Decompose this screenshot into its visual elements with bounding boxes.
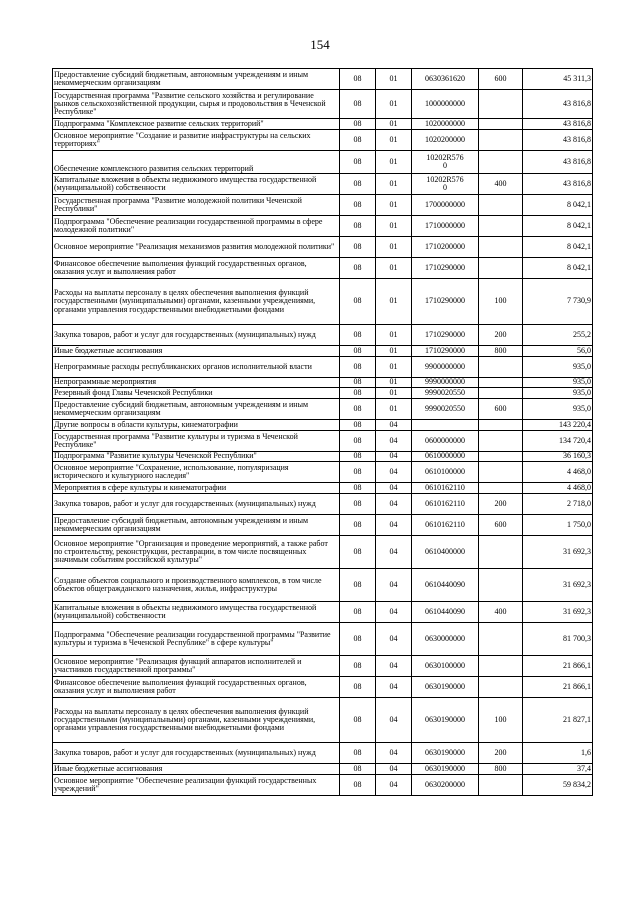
page-number: 154 (310, 37, 330, 52)
subsection-code-cell: 01 (376, 216, 412, 237)
subsection-code-cell: 04 (376, 462, 412, 483)
amount-cell: 8 042,1 (523, 258, 593, 279)
table-row (53, 602, 593, 623)
subsection-code-cell: 04 (376, 536, 412, 569)
expense-type-cell (479, 90, 523, 119)
target-article-cell: 10202R576 0 (412, 151, 479, 174)
section-code-cell: 08 (340, 483, 376, 494)
amount-cell: 4 468,0 (523, 462, 593, 483)
target-article-cell: 9990000000 (412, 378, 479, 388)
table-row (53, 775, 593, 796)
section-code-cell: 08 (340, 174, 376, 195)
section-code-cell: 08 (340, 623, 376, 656)
expense-name-cell: Расходы на выплаты персоналу в целях обеспечения выполнения функций государственными (муниципальными) органами, казенными учреждениями, органами управления государственными внебюджетными фондами (53, 279, 340, 325)
subsection-code-cell: 01 (376, 174, 412, 195)
subsection-code-cell: 04 (376, 431, 412, 452)
subsection-code-cell: 04 (376, 656, 412, 677)
expense-type-cell: 200 (479, 325, 523, 346)
subsection-code-cell: 04 (376, 677, 412, 698)
subsection-code-cell: 01 (376, 130, 412, 151)
table-row (53, 462, 593, 483)
table-row (53, 130, 593, 151)
expense-name-cell: Основное мероприятие "Обеспечение реализации функций государственных учреждений" (53, 775, 340, 796)
table-row (53, 174, 593, 195)
amount-cell: 8 042,1 (523, 216, 593, 237)
amount-cell: 935,0 (523, 378, 593, 388)
subsection-code-cell: 04 (376, 743, 412, 764)
amount-cell: 37,4 (523, 764, 593, 775)
expense-type-cell (479, 119, 523, 130)
subsection-code-cell: 01 (376, 346, 412, 357)
expense-type-cell: 600 (479, 399, 523, 420)
expense-name-cell: Государственная программа "Развитие культуры и туризма в Чеченской Республике" (53, 431, 340, 452)
subsection-code-cell: 04 (376, 569, 412, 602)
amount-cell: 31 692,3 (523, 536, 593, 569)
expense-type-cell (479, 431, 523, 452)
expense-type-cell (479, 656, 523, 677)
table-row (53, 119, 593, 130)
section-code-cell: 08 (340, 325, 376, 346)
section-code-cell: 08 (340, 743, 376, 764)
section-code-cell: 08 (340, 431, 376, 452)
amount-cell: 1 750,0 (523, 515, 593, 536)
expense-name-cell: Резервный фонд Главы Чеченской Республики (53, 388, 340, 399)
expense-name-cell: Основное мероприятие "Реализация механизмов развития молодежной политики" (53, 237, 340, 258)
expense-name-cell: Предоставление субсидий бюджетным, автономным учреждениям и иным некоммерческим организациям (53, 515, 340, 536)
target-article-cell: 0630000000 (412, 623, 479, 656)
section-code-cell: 08 (340, 279, 376, 325)
expense-type-cell (479, 623, 523, 656)
target-article-cell: 0630190000 (412, 743, 479, 764)
section-code-cell: 08 (340, 515, 376, 536)
subsection-code-cell: 01 (376, 119, 412, 130)
expense-name-cell: Финансовое обеспечение выполнения функций государственных органов, оказания услуг и выполнения работ (53, 677, 340, 698)
amount-cell: 8 042,1 (523, 237, 593, 258)
table-row (53, 195, 593, 216)
expense-name-cell: Капитальные вложения в объекты недвижимого имущества государственной (муниципальной) собственности (53, 174, 340, 195)
table-row (53, 279, 593, 325)
table-row (53, 764, 593, 775)
section-code-cell: 08 (340, 195, 376, 216)
expense-name-cell: Закупка товаров, работ и услуг для государственных (муниципальных) нужд (53, 743, 340, 764)
subsection-code-cell: 01 (376, 69, 412, 90)
expense-name-cell: Предоставление субсидий бюджетным, автономным учреждениям и иным некоммерческим организациям (53, 69, 340, 90)
section-code-cell: 08 (340, 346, 376, 357)
expense-type-cell (479, 378, 523, 388)
expense-name-cell: Основное мероприятие "Организация и проведение мероприятий, а также работ по строительству, реконструкции, реставрации, в том числе посвященных значимым событиям российской культуры" (53, 536, 340, 569)
amount-cell: 134 720,4 (523, 431, 593, 452)
amount-cell: 2 718,0 (523, 494, 593, 515)
expense-type-cell: 100 (479, 279, 523, 325)
expense-type-cell: 100 (479, 698, 523, 743)
section-code-cell: 08 (340, 569, 376, 602)
subsection-code-cell: 01 (376, 388, 412, 399)
amount-cell: 935,0 (523, 399, 593, 420)
table-row (53, 656, 593, 677)
expense-type-cell: 800 (479, 346, 523, 357)
table-row (53, 483, 593, 494)
section-code-cell: 08 (340, 69, 376, 90)
budget-table-body (53, 69, 593, 796)
amount-cell: 31 692,3 (523, 569, 593, 602)
expense-type-cell (479, 388, 523, 399)
table-row (53, 431, 593, 452)
section-code-cell: 08 (340, 151, 376, 174)
target-article-cell: 9990020550 (412, 399, 479, 420)
expense-type-cell (479, 536, 523, 569)
expense-name-cell: Предоставление субсидий бюджетным, автономным учреждениям и иным некоммерческим организациям (53, 399, 340, 420)
target-article-cell: 0630200000 (412, 775, 479, 796)
expense-type-cell: 800 (479, 764, 523, 775)
table-row (53, 90, 593, 119)
section-code-cell: 08 (340, 357, 376, 378)
section-code-cell: 08 (340, 698, 376, 743)
section-code-cell: 08 (340, 656, 376, 677)
target-article-cell: 0610100000 (412, 462, 479, 483)
expense-type-cell (479, 195, 523, 216)
section-code-cell: 08 (340, 602, 376, 623)
section-code-cell: 08 (340, 388, 376, 399)
table-row (53, 677, 593, 698)
section-code-cell: 08 (340, 420, 376, 431)
expense-type-cell (479, 151, 523, 174)
target-article-cell: 0630190000 (412, 698, 479, 743)
expense-name-cell: Подпрограмма "Обеспечение реализации государственной программы в сфере молодежной политики" (53, 216, 340, 237)
expense-name-cell: Расходы на выплаты персоналу в целях обеспечения выполнения функций государственными (муниципальными) органами, казенными учреждениями, органами управления государственными внебюджетными фондами (53, 698, 340, 743)
expense-type-cell (479, 357, 523, 378)
section-code-cell: 08 (340, 462, 376, 483)
target-article-cell: 1710290000 (412, 258, 479, 279)
subsection-code-cell: 04 (376, 452, 412, 462)
expense-name-cell: Финансовое обеспечение выполнения функций государственных органов, оказания услуг и выполнения работ (53, 258, 340, 279)
table-row (53, 258, 593, 279)
section-code-cell: 08 (340, 536, 376, 569)
section-code-cell: 08 (340, 130, 376, 151)
target-article-cell: 0610400000 (412, 536, 479, 569)
amount-cell: 43 816,8 (523, 90, 593, 119)
table-row (53, 399, 593, 420)
section-code-cell: 08 (340, 452, 376, 462)
table-row (53, 325, 593, 346)
target-article-cell: 9900000000 (412, 357, 479, 378)
target-article-cell: 0630100000 (412, 656, 479, 677)
target-article-cell: 9990020550 (412, 388, 479, 399)
target-article-cell: 1710290000 (412, 325, 479, 346)
expense-type-cell (479, 258, 523, 279)
expense-name-cell: Подпрограмма "Обеспечение реализации государственной программы "Развитие культуры и туризма в Чеченской Республике" в сфере культуры" (53, 623, 340, 656)
amount-cell: 1,6 (523, 743, 593, 764)
amount-cell: 21 866,1 (523, 656, 593, 677)
subsection-code-cell: 01 (376, 279, 412, 325)
section-code-cell: 08 (340, 775, 376, 796)
subsection-code-cell: 04 (376, 483, 412, 494)
amount-cell: 935,0 (523, 388, 593, 399)
subsection-code-cell: 04 (376, 602, 412, 623)
table-row (53, 388, 593, 399)
expense-name-cell: Подпрограмма "Комплексное развитие сельских территорий" (53, 119, 340, 130)
amount-cell: 56,0 (523, 346, 593, 357)
subsection-code-cell: 04 (376, 623, 412, 656)
expense-name-cell: Обеспечение комплексного развития сельских территорий (53, 151, 340, 174)
target-article-cell: 1000000000 (412, 90, 479, 119)
amount-cell: 7 730,9 (523, 279, 593, 325)
table-row (53, 452, 593, 462)
subsection-code-cell: 04 (376, 494, 412, 515)
table-row (53, 378, 593, 388)
amount-cell: 935,0 (523, 357, 593, 378)
target-article-cell: 1710290000 (412, 346, 479, 357)
expense-name-cell: Закупка товаров, работ и услуг для государственных (муниципальных) нужд (53, 494, 340, 515)
expense-name-cell: Иные бюджетные ассигнования (53, 346, 340, 357)
amount-cell: 45 311,3 (523, 69, 593, 90)
table-row (53, 698, 593, 743)
subsection-code-cell: 04 (376, 764, 412, 775)
subsection-code-cell: 01 (376, 151, 412, 174)
table-row (53, 216, 593, 237)
amount-cell: 21 866,1 (523, 677, 593, 698)
expense-type-cell (479, 420, 523, 431)
expense-type-cell (479, 483, 523, 494)
table-row (53, 743, 593, 764)
expense-name-cell: Другие вопросы в области культуры, кинематографии (53, 420, 340, 431)
expense-type-cell (479, 452, 523, 462)
table-row (53, 69, 593, 90)
expense-type-cell (479, 237, 523, 258)
target-article-cell: 0610440090 (412, 569, 479, 602)
table-row (53, 237, 593, 258)
target-article-cell: 0630361620 (412, 69, 479, 90)
amount-cell: 81 700,3 (523, 623, 593, 656)
subsection-code-cell: 04 (376, 698, 412, 743)
expense-type-cell: 600 (479, 69, 523, 90)
section-code-cell: 08 (340, 90, 376, 119)
expense-name-cell: Государственная программа "Развитие сельского хозяйства и регулирование рынков сельскохозяйственной продукции, сырья и продовольствия в Чеченской Республике" (53, 90, 340, 119)
subsection-code-cell: 01 (376, 195, 412, 216)
subsection-code-cell: 04 (376, 515, 412, 536)
table-row (53, 569, 593, 602)
table-row (53, 536, 593, 569)
expense-type-cell: 200 (479, 743, 523, 764)
expense-type-cell (479, 216, 523, 237)
expense-name-cell: Подпрограмма "Развитие культуры Чеченской Республики" (53, 452, 340, 462)
section-code-cell: 08 (340, 258, 376, 279)
section-code-cell: 08 (340, 378, 376, 388)
expense-name-cell: Иные бюджетные ассигнования (53, 764, 340, 775)
expense-name-cell: Закупка товаров, работ и услуг для государственных (муниципальных) нужд (53, 325, 340, 346)
table-row (53, 346, 593, 357)
expense-name-cell: Непрограммные расходы республиканских органов исполнительной власти (53, 357, 340, 378)
subsection-code-cell: 01 (376, 399, 412, 420)
amount-cell: 31 692,3 (523, 602, 593, 623)
amount-cell: 21 827,1 (523, 698, 593, 743)
target-article-cell (412, 420, 479, 431)
expense-type-cell: 400 (479, 174, 523, 195)
section-code-cell: 08 (340, 677, 376, 698)
expense-type-cell (479, 775, 523, 796)
target-article-cell: 0610162110 (412, 483, 479, 494)
amount-cell: 143 220,4 (523, 420, 593, 431)
amount-cell: 43 816,8 (523, 174, 593, 195)
target-article-cell: 1710000000 (412, 216, 479, 237)
target-article-cell: 1700000000 (412, 195, 479, 216)
expense-name-cell: Непрограммные мероприятия (53, 378, 340, 388)
target-article-cell: 10202R576 0 (412, 174, 479, 195)
section-code-cell: 08 (340, 494, 376, 515)
subsection-code-cell: 01 (376, 325, 412, 346)
section-code-cell: 08 (340, 399, 376, 420)
amount-cell: 8 042,1 (523, 195, 593, 216)
subsection-code-cell: 01 (376, 90, 412, 119)
amount-cell: 43 816,8 (523, 151, 593, 174)
expense-name-cell: Создание объектов социального и производственного комплексов, в том числе объектов общегражданского назначения, жилья, инфраструктуры (53, 569, 340, 602)
expense-type-cell (479, 677, 523, 698)
amount-cell: 59 834,2 (523, 775, 593, 796)
amount-cell: 43 816,8 (523, 130, 593, 151)
target-article-cell: 0610440090 (412, 602, 479, 623)
expense-type-cell: 600 (479, 515, 523, 536)
expense-type-cell (479, 130, 523, 151)
subsection-code-cell: 01 (376, 258, 412, 279)
subsection-code-cell: 01 (376, 357, 412, 378)
target-article-cell: 1710200000 (412, 237, 479, 258)
subsection-code-cell: 01 (376, 378, 412, 388)
target-article-cell: 0600000000 (412, 431, 479, 452)
subsection-code-cell: 04 (376, 775, 412, 796)
target-article-cell: 0610162110 (412, 515, 479, 536)
budget-table (52, 68, 593, 796)
table-row (53, 420, 593, 431)
expense-name-cell: Государственная программа "Развитие молодежной политики Чеченской Республики" (53, 195, 340, 216)
amount-cell: 36 160,3 (523, 452, 593, 462)
amount-cell: 255,2 (523, 325, 593, 346)
table-row (53, 623, 593, 656)
target-article-cell: 1020000000 (412, 119, 479, 130)
expense-type-cell (479, 462, 523, 483)
section-code-cell: 08 (340, 764, 376, 775)
subsection-code-cell: 04 (376, 420, 412, 431)
section-code-cell: 08 (340, 237, 376, 258)
target-article-cell: 1020200000 (412, 130, 479, 151)
target-article-cell: 0630190000 (412, 677, 479, 698)
target-article-cell: 0610000000 (412, 452, 479, 462)
expense-type-cell: 200 (479, 494, 523, 515)
target-article-cell: 0630190000 (412, 764, 479, 775)
expense-name-cell: Капитальные вложения в объекты недвижимого имущества государственной (муниципальной) собственности (53, 602, 340, 623)
subsection-code-cell: 01 (376, 237, 412, 258)
amount-cell: 43 816,8 (523, 119, 593, 130)
expense-type-cell: 400 (479, 602, 523, 623)
target-article-cell: 1710290000 (412, 279, 479, 325)
expense-name-cell: Мероприятия в сфере культуры и кинематографии (53, 483, 340, 494)
expense-name-cell: Основное мероприятие "Сохранение, использование, популяризация исторического и культурного наследия" (53, 462, 340, 483)
expense-type-cell (479, 569, 523, 602)
section-code-cell: 08 (340, 216, 376, 237)
target-article-cell: 0610162110 (412, 494, 479, 515)
expense-name-cell: Основное мероприятие "Реализация функций аппаратов исполнителей и участников государственной программы" (53, 656, 340, 677)
amount-cell: 4 468,0 (523, 483, 593, 494)
table-row (53, 494, 593, 515)
section-code-cell: 08 (340, 119, 376, 130)
expense-name-cell: Основное мероприятие "Создание и развитие инфраструктуры на сельских территориях" (53, 130, 340, 151)
table-row (53, 357, 593, 378)
table-row (53, 151, 593, 174)
table-row (53, 515, 593, 536)
